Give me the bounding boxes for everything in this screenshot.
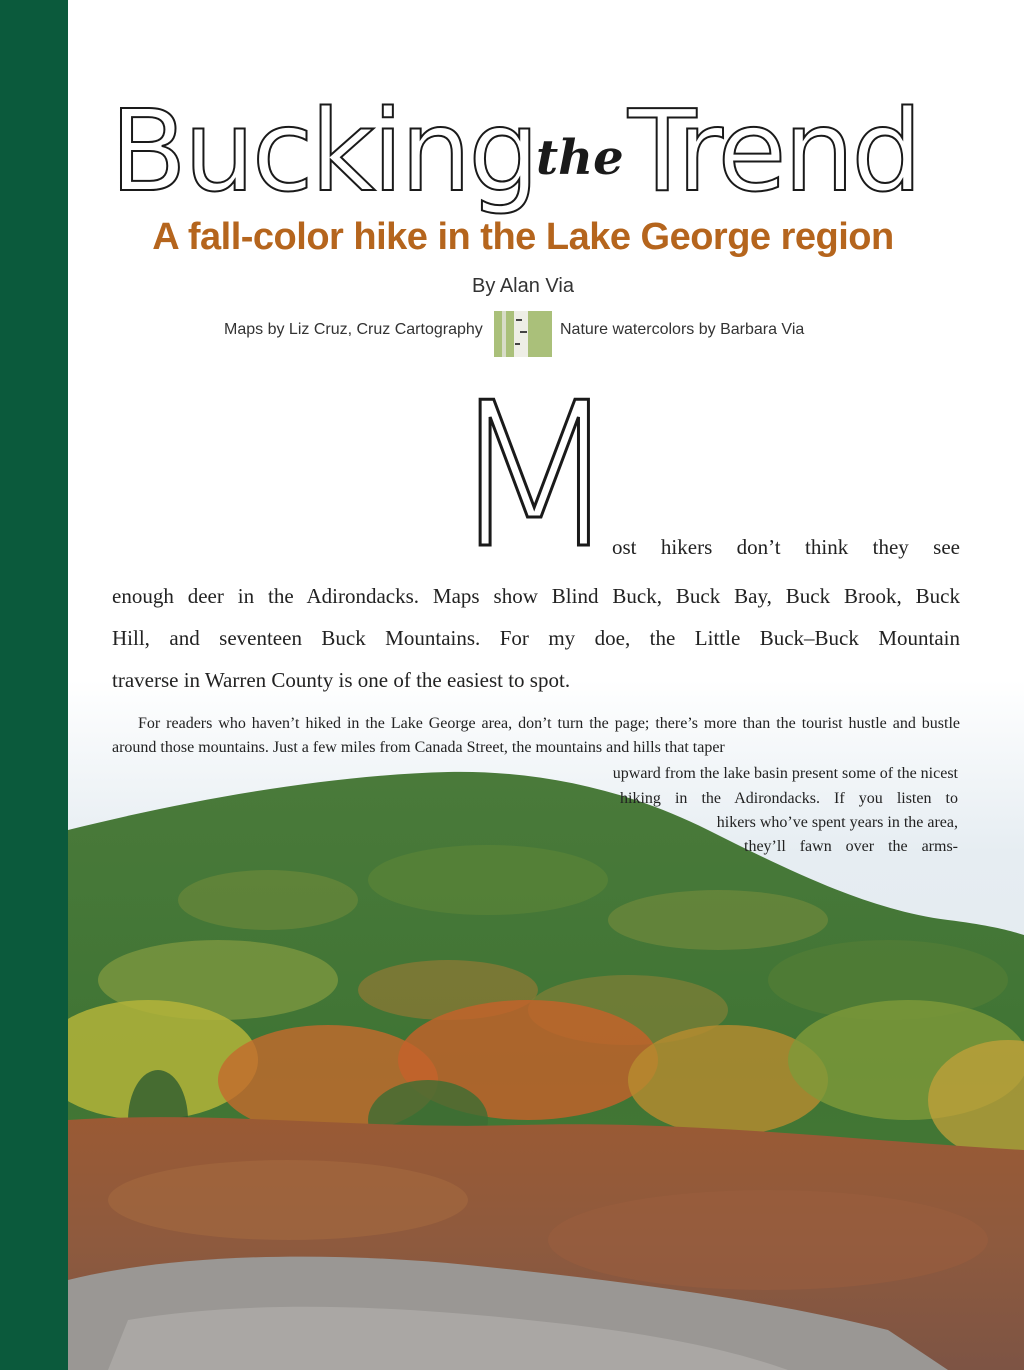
body-line: they’ll fawn over the arms- bbox=[744, 838, 958, 855]
lead-line: traverse in Warren County is one of the easiest to spot. bbox=[112, 668, 571, 692]
lead-first-line: ost hikers don’t think they see bbox=[612, 535, 960, 559]
title-word-trend: Trend bbox=[628, 87, 920, 217]
maps-credit: Maps by Liz Cruz, Cruz Cartography bbox=[224, 321, 483, 338]
lead-line: enough deer in the Adirondacks. Maps show Blind Buck, Buck Bay, Buck Brook, Buck bbox=[112, 584, 960, 608]
body-line: hiking in the Adirondacks. If you listen to bbox=[620, 790, 958, 807]
author-byline: By Alan Via bbox=[472, 275, 574, 297]
sidebar-stripe bbox=[0, 0, 68, 1370]
body-line: upward from the lake basin present some of the nicest bbox=[612, 765, 958, 782]
article-title bbox=[68, 82, 1024, 222]
lead-line: Hill, and seventeen Buck Mountains. For my doe, the Little Buck–Buck Mountain bbox=[112, 626, 960, 650]
title-word-the: the bbox=[536, 130, 624, 186]
article-subtitle: A fall-color hike in the Lake George region bbox=[152, 216, 894, 258]
watercolors-credit: Nature watercolors by Barbara Via bbox=[560, 321, 805, 338]
body-line: hikers who’ve spent years in the area, bbox=[716, 814, 958, 831]
body-paragraph-start: For readers who haven’t hiked in the Lake George area, don’t turn the page; there’s more than the tourist hustle and bustle around those mountains. Just a few miles from Canada Street, the mountains and hills that taper bbox=[112, 715, 960, 756]
title-word-bucking: Bucking bbox=[110, 87, 537, 217]
birch-watercolor-thumbnail bbox=[494, 311, 552, 357]
drop-cap: M bbox=[448, 360, 621, 593]
lead-paragraph bbox=[112, 575, 960, 701]
